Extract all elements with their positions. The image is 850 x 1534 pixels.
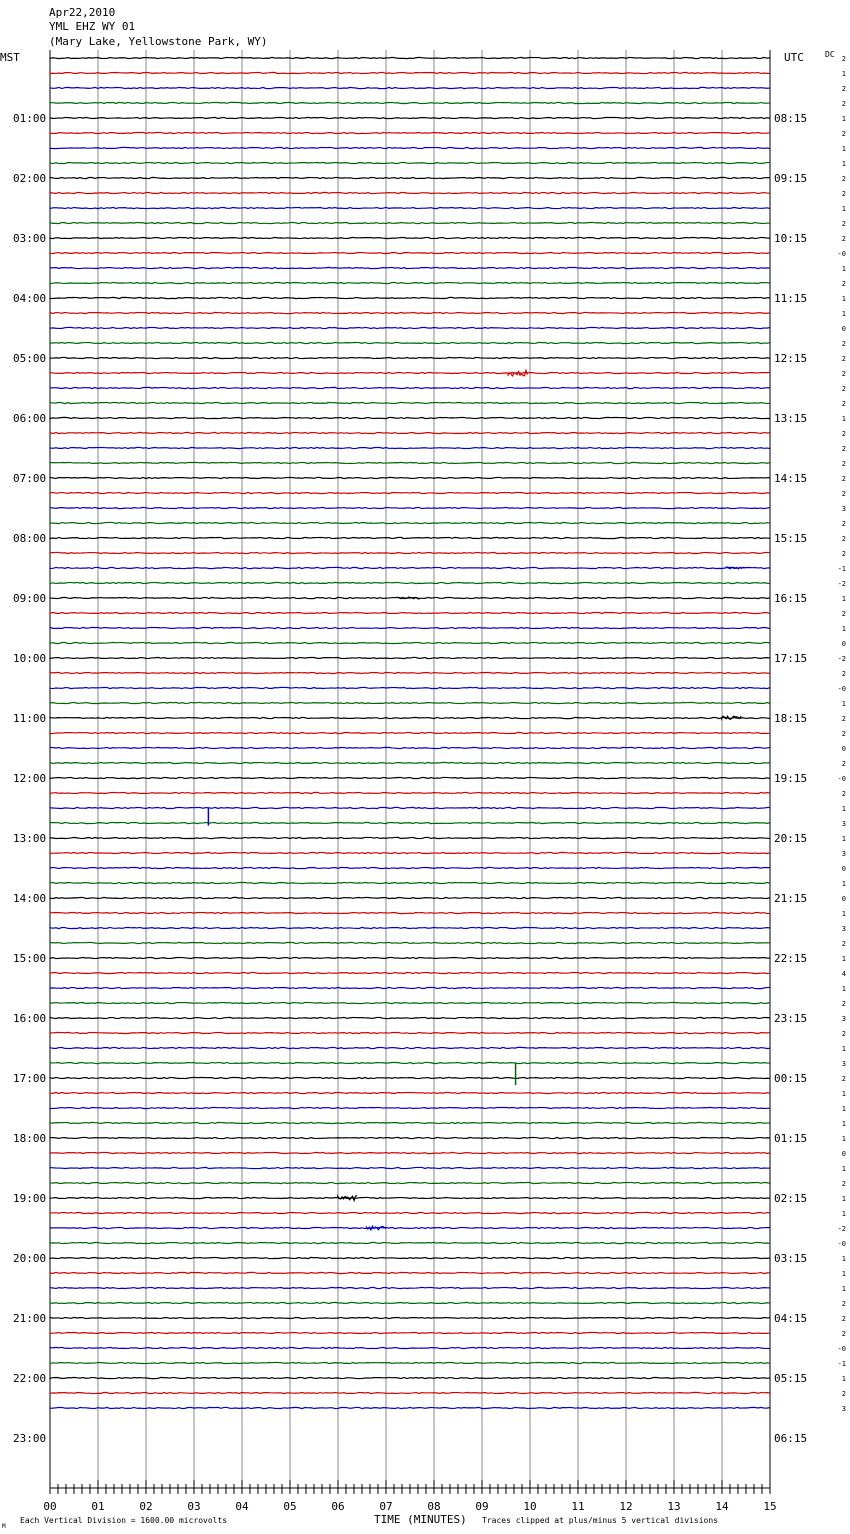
utc-hour-label: 21:15: [774, 892, 808, 905]
mst-hour-label: 22:00: [13, 1372, 47, 1385]
trace-rows: [50, 57, 770, 1408]
dc-offset-label: 1: [841, 115, 846, 123]
trace-row: [50, 387, 770, 388]
mst-hour-label: 21:00: [13, 1312, 47, 1325]
station-location: (Mary Lake, Yellowstone Park, WY): [49, 35, 268, 48]
dc-offset-label: 2: [841, 1300, 846, 1308]
trace-row: [50, 1347, 770, 1348]
dc-offset-label: 2: [841, 670, 846, 678]
trace-row: [50, 867, 770, 868]
dc-offset-label: 2: [841, 130, 846, 138]
trace-row: [50, 1332, 770, 1333]
dc-offset-label: -2: [837, 655, 846, 663]
x-tick-label: 07: [379, 1500, 393, 1513]
trace-row: [50, 732, 770, 733]
dc-offset-label: 1: [841, 700, 846, 708]
dc-offset-label: 4: [841, 970, 846, 978]
trace-row: [50, 612, 770, 613]
dc-offset-label: -0: [837, 775, 846, 783]
dc-offset-label: 2: [841, 520, 846, 528]
dc-offset-label: 3: [841, 505, 846, 513]
mst-hour-label: 17:00: [13, 1072, 47, 1085]
trace-row: [50, 807, 770, 808]
dc-offset-label: 2: [841, 715, 846, 723]
trace-row: [50, 672, 770, 673]
trace-row: [50, 1257, 770, 1258]
dc-offset-label: 2: [841, 460, 846, 468]
dc-offset-label: 2: [841, 940, 846, 948]
trace-row: [50, 1092, 770, 1093]
trace-row: [50, 192, 770, 193]
trace-row: [50, 1137, 770, 1138]
trace-row: [50, 1287, 770, 1288]
dc-offset-label: 1: [841, 1255, 846, 1263]
dc-offset-label: 2: [841, 340, 846, 348]
trace-row: [50, 582, 770, 583]
x-tick-label: 01: [91, 1500, 105, 1513]
trace-row: [50, 552, 770, 553]
utc-hour-labels: [774, 112, 807, 1445]
dc-offset-label: 2: [841, 445, 846, 453]
dc-offset-label: 1: [841, 295, 846, 303]
right-timezone-label: UTC: [784, 51, 804, 64]
trace-row: [50, 297, 770, 298]
utc-hour-label: 03:15: [774, 1252, 808, 1265]
dc-offset-label: 3: [841, 850, 846, 858]
dc-offset-label: 2: [841, 1330, 846, 1338]
dc-offset-label: 1: [841, 145, 846, 153]
trace-row: [50, 372, 770, 373]
x-tick-label: 00: [43, 1500, 57, 1513]
utc-hour-label: 18:15: [774, 712, 808, 725]
mst-hour-label: 06:00: [13, 412, 47, 425]
event-burst: [722, 716, 742, 719]
trace-row: [50, 852, 770, 853]
dc-offset-label: 3: [841, 1060, 846, 1068]
mst-hour-label: 07:00: [13, 472, 47, 485]
dc-offset-label: 2: [841, 730, 846, 738]
dc-offset-label: 1: [841, 1375, 846, 1383]
dc-offset-label: 1: [841, 1270, 846, 1278]
dc-offset-label: -1: [837, 565, 846, 573]
dc-offset-label: 2: [841, 55, 846, 63]
record-date: Apr22,2010: [49, 6, 116, 19]
trace-row: [50, 1077, 770, 1078]
trace-row: [50, 1392, 770, 1393]
mst-hour-label: 18:00: [13, 1132, 47, 1145]
utc-hour-label: 13:15: [774, 412, 808, 425]
dc-offset-label: 1: [841, 1120, 846, 1128]
trace-row: [50, 987, 770, 988]
dc-offset-label: 2: [841, 355, 846, 363]
trace-row: [50, 447, 770, 448]
trace-row: [50, 747, 770, 748]
dc-offset-label: 1: [841, 1165, 846, 1173]
dc-offset-label: 1: [841, 625, 846, 633]
trace-row: [50, 642, 770, 643]
corner-mark: M: [2, 1523, 6, 1530]
dc-offset-label: 3: [841, 925, 846, 933]
mst-hour-label: 04:00: [13, 292, 47, 305]
mst-hour-label: 19:00: [13, 1192, 47, 1205]
dc-offset-label: 2: [841, 490, 846, 498]
utc-hour-label: 14:15: [774, 472, 808, 485]
x-tick-label: 12: [619, 1500, 633, 1513]
trace-row: [50, 777, 770, 778]
dc-offset-header: DC: [825, 50, 835, 59]
mst-hour-label: 16:00: [13, 1012, 47, 1025]
trace-row: [50, 1272, 770, 1273]
dc-offset-label: 1: [841, 1210, 846, 1218]
trace-row: [50, 417, 770, 418]
trace-row: [50, 402, 770, 403]
dc-offset-label: 3: [841, 1015, 846, 1023]
dc-offset-label: 0: [841, 325, 846, 333]
trace-row: [50, 1062, 770, 1063]
trace-row: [50, 267, 770, 268]
trace-row: [50, 927, 770, 928]
dc-offset-label: 0: [841, 895, 846, 903]
trace-row: [50, 117, 770, 118]
dc-offset-label: 2: [841, 175, 846, 183]
x-tick-label: 04: [235, 1500, 249, 1513]
trace-row: [50, 132, 770, 133]
trace-row: [50, 1302, 770, 1303]
dc-offset-label: 2: [841, 190, 846, 198]
dc-offset-label: -0: [837, 250, 846, 258]
dc-offset-label: 1: [841, 1195, 846, 1203]
x-tick-label: 13: [667, 1500, 681, 1513]
mst-hour-label: 03:00: [13, 232, 47, 245]
mst-hour-label: 14:00: [13, 892, 47, 905]
trace-row: [50, 342, 770, 343]
dc-offset-label: 1: [841, 595, 846, 603]
trace-row: [50, 1212, 770, 1213]
dc-offset-label: -0: [837, 1240, 846, 1248]
trace-row: [50, 147, 770, 148]
trace-row: [50, 312, 770, 313]
dc-offset-label: 2: [841, 430, 846, 438]
trace-row: [50, 57, 770, 58]
trace-row: [50, 762, 770, 763]
trace-row: [50, 1032, 770, 1033]
dc-offset-label: 2: [841, 100, 846, 108]
trace-row: [50, 1167, 770, 1168]
trace-row: [50, 72, 770, 73]
trace-row: [50, 1122, 770, 1123]
dc-offset-label: 2: [841, 385, 846, 393]
dc-offset-label: 2: [841, 1180, 846, 1188]
trace-row: [50, 462, 770, 463]
x-tick-label: 05: [283, 1500, 297, 1513]
dc-offset-label: 2: [841, 280, 846, 288]
dc-offset-label: 0: [841, 865, 846, 873]
utc-hour-label: 19:15: [774, 772, 808, 785]
x-axis-title: TIME (MINUTES): [374, 1513, 467, 1526]
dc-offset-label: 1: [841, 1105, 846, 1113]
trace-row: [50, 1182, 770, 1183]
dc-offset-label: 1: [841, 160, 846, 168]
dc-offset-labels: [838, 55, 846, 1413]
utc-hour-label: 17:15: [774, 652, 808, 665]
dc-offset-label: 2: [841, 1000, 846, 1008]
dc-offset-label: 1: [841, 955, 846, 963]
dc-offset-label: 0: [841, 640, 846, 648]
trace-row: [50, 252, 770, 253]
mst-hour-labels: [13, 112, 46, 1445]
dc-offset-label: 2: [841, 1030, 846, 1038]
trace-row: [50, 162, 770, 163]
x-tick-label: 15: [763, 1500, 777, 1513]
dc-offset-label: 0: [841, 1150, 846, 1158]
dc-offset-label: 2: [841, 550, 846, 558]
dc-offset-label: 2: [841, 1075, 846, 1083]
dc-offset-label: 2: [841, 1315, 846, 1323]
mst-hour-label: 10:00: [13, 652, 47, 665]
trace-row: [50, 1047, 770, 1048]
mst-hour-label: 20:00: [13, 1252, 47, 1265]
scale-note: Each Vertical Division = 1600.00 microvolts: [20, 1516, 228, 1525]
dc-offset-label: 1: [841, 70, 846, 78]
utc-hour-label: 00:15: [774, 1072, 808, 1085]
dc-offset-label: 2: [841, 475, 846, 483]
trace-row: [50, 282, 770, 283]
dc-offset-label: -2: [837, 1225, 846, 1233]
utc-hour-label: 01:15: [774, 1132, 808, 1145]
trace-row: [50, 792, 770, 793]
trace-row: [50, 702, 770, 703]
utc-hour-label: 05:15: [774, 1372, 808, 1385]
dc-offset-label: 3: [841, 1405, 846, 1413]
trace-row: [50, 1152, 770, 1153]
clip-note: Traces clipped at plus/minus 5 vertical divisions: [482, 1516, 719, 1525]
x-tick-label: 08: [427, 1500, 441, 1513]
dc-offset-label: 2: [841, 85, 846, 93]
dc-offset-label: 2: [841, 535, 846, 543]
trace-row: [50, 1197, 770, 1198]
dc-offset-label: 3: [841, 820, 846, 828]
trace-row: [50, 717, 770, 718]
dc-offset-label: 2: [841, 400, 846, 408]
trace-row: [50, 1242, 770, 1243]
seismic-events: [208, 370, 746, 1230]
utc-hour-label: 04:15: [774, 1312, 808, 1325]
dc-offset-label: 1: [841, 985, 846, 993]
dc-offset-label: -1: [837, 1360, 846, 1368]
trace-row: [50, 1407, 770, 1408]
dc-offset-label: 2: [841, 370, 846, 378]
trace-row: [50, 972, 770, 973]
mst-hour-label: 13:00: [13, 832, 47, 845]
trace-row: [50, 102, 770, 103]
trace-row: [50, 207, 770, 208]
dc-offset-label: 1: [841, 880, 846, 888]
trace-row: [50, 1362, 770, 1363]
trace-row: [50, 1317, 770, 1318]
dc-offset-label: 2: [841, 760, 846, 768]
x-tick-label: 02: [139, 1500, 153, 1513]
trace-row: [50, 177, 770, 178]
x-tick-label: 14: [715, 1500, 729, 1513]
x-tick-label: 09: [475, 1500, 489, 1513]
left-timezone-label: MST: [0, 51, 20, 64]
x-tick-label: 11: [571, 1500, 585, 1513]
x-tick-label: 10: [523, 1500, 537, 1513]
dc-offset-label: 1: [841, 1045, 846, 1053]
utc-hour-label: 20:15: [774, 832, 808, 845]
trace-row: [50, 327, 770, 328]
dc-offset-label: 1: [841, 1285, 846, 1293]
mst-hour-label: 23:00: [13, 1432, 47, 1445]
trace-row: [50, 837, 770, 838]
mst-hour-label: 05:00: [13, 352, 47, 365]
trace-row: [50, 1107, 770, 1108]
dc-offset-label: 1: [841, 835, 846, 843]
dc-offset-label: -0: [837, 1345, 846, 1353]
dc-offset-label: -2: [837, 580, 846, 588]
dc-offset-label: 1: [841, 265, 846, 273]
x-tick-label: 06: [331, 1500, 345, 1513]
dc-offset-label: -0: [837, 685, 846, 693]
dc-offset-label: 2: [841, 1390, 846, 1398]
dc-offset-label: 2: [841, 220, 846, 228]
trace-row: [50, 942, 770, 943]
trace-row: [50, 912, 770, 913]
mst-hour-label: 08:00: [13, 532, 47, 545]
utc-hour-label: 11:15: [774, 292, 808, 305]
dc-offset-label: 1: [841, 910, 846, 918]
trace-row: [50, 1017, 770, 1018]
mst-hour-label: 15:00: [13, 952, 47, 965]
trace-row: [50, 237, 770, 238]
trace-row: [50, 492, 770, 493]
dc-offset-label: 1: [841, 1135, 846, 1143]
utc-hour-label: 16:15: [774, 592, 808, 605]
trace-row: [50, 1002, 770, 1003]
utc-hour-label: 12:15: [774, 352, 808, 365]
utc-hour-label: 22:15: [774, 952, 808, 965]
trace-row: [50, 432, 770, 433]
trace-row: [50, 957, 770, 958]
dc-offset-label: 1: [841, 310, 846, 318]
utc-hour-label: 23:15: [774, 1012, 808, 1025]
trace-row: [50, 357, 770, 358]
trace-row: [50, 1227, 770, 1228]
trace-row: [50, 87, 770, 88]
mst-hour-label: 09:00: [13, 592, 47, 605]
mst-hour-label: 02:00: [13, 172, 47, 185]
utc-hour-label: 15:15: [774, 532, 808, 545]
dc-offset-label: 2: [841, 235, 846, 243]
dc-offset-label: 2: [841, 790, 846, 798]
utc-hour-label: 08:15: [774, 112, 808, 125]
trace-row: [50, 1377, 770, 1378]
trace-row: [50, 522, 770, 523]
trace-row: [50, 627, 770, 628]
dc-offset-label: 2: [841, 610, 846, 618]
trace-row: [50, 882, 770, 883]
trace-row: [50, 477, 770, 478]
trace-row: [50, 657, 770, 658]
trace-row: [50, 537, 770, 538]
dc-offset-label: 0: [841, 745, 846, 753]
trace-row: [50, 897, 770, 898]
dc-offset-label: 1: [841, 205, 846, 213]
mst-hour-label: 12:00: [13, 772, 47, 785]
utc-hour-label: 10:15: [774, 232, 808, 245]
dc-offset-label: 1: [841, 1090, 846, 1098]
dc-offset-label: 1: [841, 805, 846, 813]
mst-hour-label: 11:00: [13, 712, 47, 725]
station-code: YML EHZ WY 01: [49, 20, 136, 33]
trace-row: [50, 567, 770, 568]
trace-row: [50, 687, 770, 688]
dc-offset-label: 1: [841, 415, 846, 423]
utc-hour-label: 02:15: [774, 1192, 808, 1205]
mst-hour-label: 01:00: [13, 112, 47, 125]
trace-row: [50, 222, 770, 223]
utc-hour-label: 06:15: [774, 1432, 808, 1445]
time-axis: [43, 1480, 776, 1513]
x-tick-label: 03: [187, 1500, 201, 1513]
trace-row: [50, 822, 770, 823]
utc-hour-label: 09:15: [774, 172, 808, 185]
trace-row: [50, 507, 770, 508]
